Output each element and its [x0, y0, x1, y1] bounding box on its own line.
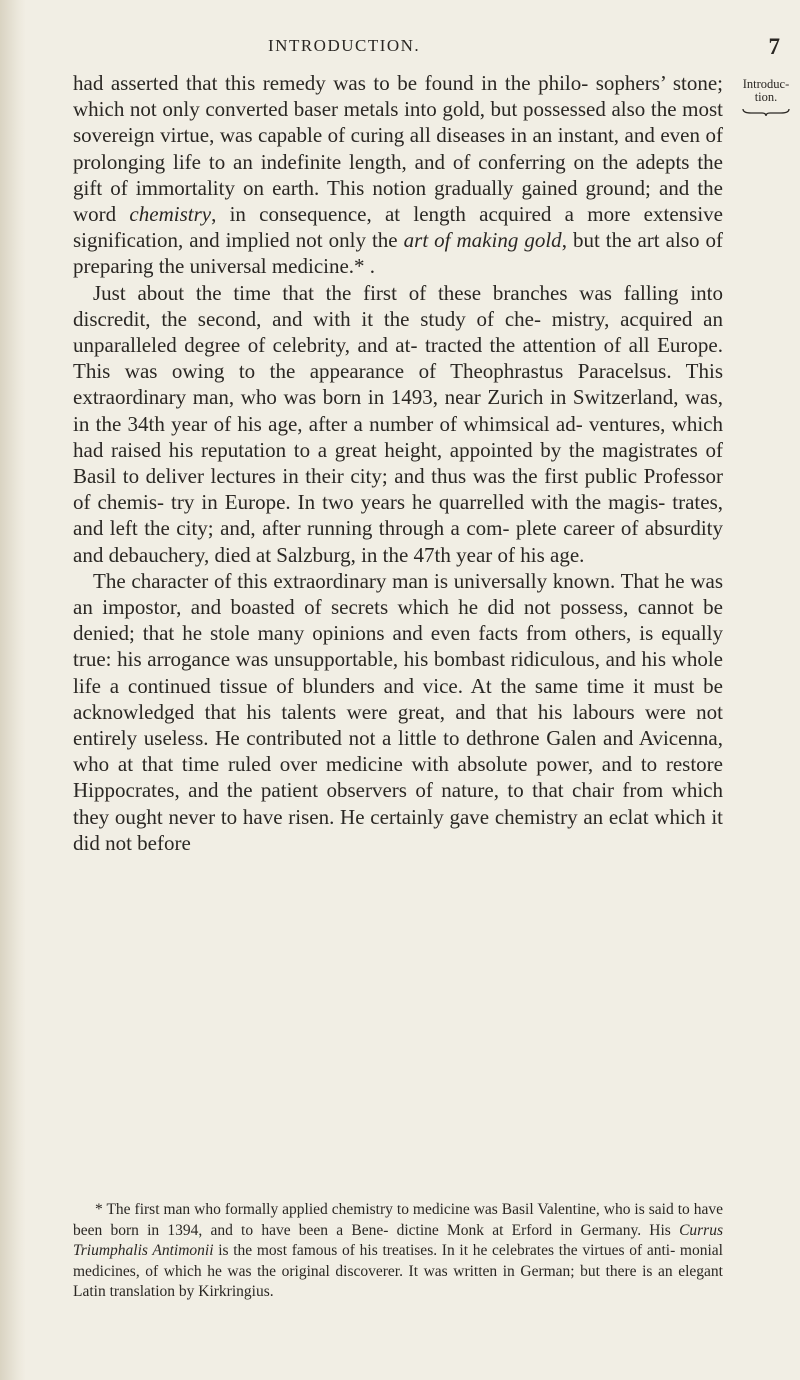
footnote	[73, 1200, 723, 1303]
margin-note-line-2: tion.	[754, 90, 778, 104]
term-art-of-making-gold: art of making gold	[403, 228, 562, 253]
paragraph-3: The character of this extraordinary man is universally known. That he was an impostor, and boasted of secrets which he did not possess, cannot be denied; that he stole many opinions and even facts from others, is equally true: his arrogance was unsupportable, his bombast ridiculous, and his whole life a continued tissue of blunders and vice. At the same time it must be acknowledged that his talents were great, and that his labours were not entirely useless. He contributed not a little to dethrone Galen and Avicenna, who at that time ruled over medicine with absolute power, and to restore Hippocrates, and the patient observers of nature, to that chair from which they ought never to have risen. He certainly gave chemistry an eclat which it did not before	[73, 568, 723, 855]
footnote-part-b: is the most famous of his treatises. In it he celebrates the virtues of anti- monial medicines, of which he was the original discoverer. It was written in German; but there is an elegant Latin translation by Kirkringius.	[73, 1242, 723, 1300]
paragraph-2: Just about the time that the first of these branches was falling into discredit, the second, and with it the study of che- mistry, acquired an unparalleled degree of celebrity, and at- tracted the attention of all Europe. This was owing to the appearance of Theophrastus Paracelsus. This extraordinary man, who was born in 1493, near Zurich in Switzerland, was, in the 34th year of his age, after a number of whimsical ad- ventures, which had raised his reputation to a great height, appointed by the magistrates of Basil to deliver lectures in their city; and thus was the first public Professor of chemis- try in Europe. In two years he quarrelled with the magis- trates, and left the city; and, after running through a com- plete career of absurdity and debauchery, died at Salzburg, in the 47th year of his age.	[73, 280, 723, 567]
body-text	[73, 70, 723, 856]
page-binding-shadow	[0, 0, 26, 1380]
margin-note	[735, 78, 797, 117]
footnote-part-a: * The first man who formally applied chemistry to medicine was Basil Valentine, who is said to have been born in 1394, and to have been a Bene- dictine Monk at Erford in Germany. His	[73, 1201, 723, 1239]
paragraph-1-part-b: , in consequence, at length acquired a more extensive signification, and implied not only the	[73, 202, 723, 253]
term-chemistry: chemistry	[129, 202, 212, 227]
footnote-text	[73, 1200, 723, 1303]
running-head: INTRODUCTION.	[268, 36, 421, 55]
page-number: 7	[768, 34, 780, 59]
paragraph-1-part-c: , but the art also of preparing the universal medicine.* .	[73, 228, 723, 279]
page-header	[268, 36, 780, 66]
paragraph-1-part-a: had asserted that this remedy was to be found in the philo- sophers’ stone; which not only converted baser metals into gold, but possessed also the most sovereign virtue, was capable of curing all diseases in an instant, and even of prolonging life to an indefinite length, and of conferring on the adepts the gift of immortality on earth. This notion gradually gained ground; and the word	[73, 71, 723, 227]
brace-icon	[741, 107, 791, 117]
paragraph-1	[73, 70, 723, 280]
footnote-title-currus: Currus Triumphalis Antimonii	[73, 1221, 723, 1259]
margin-note-line-1: Introduc-	[742, 77, 790, 91]
